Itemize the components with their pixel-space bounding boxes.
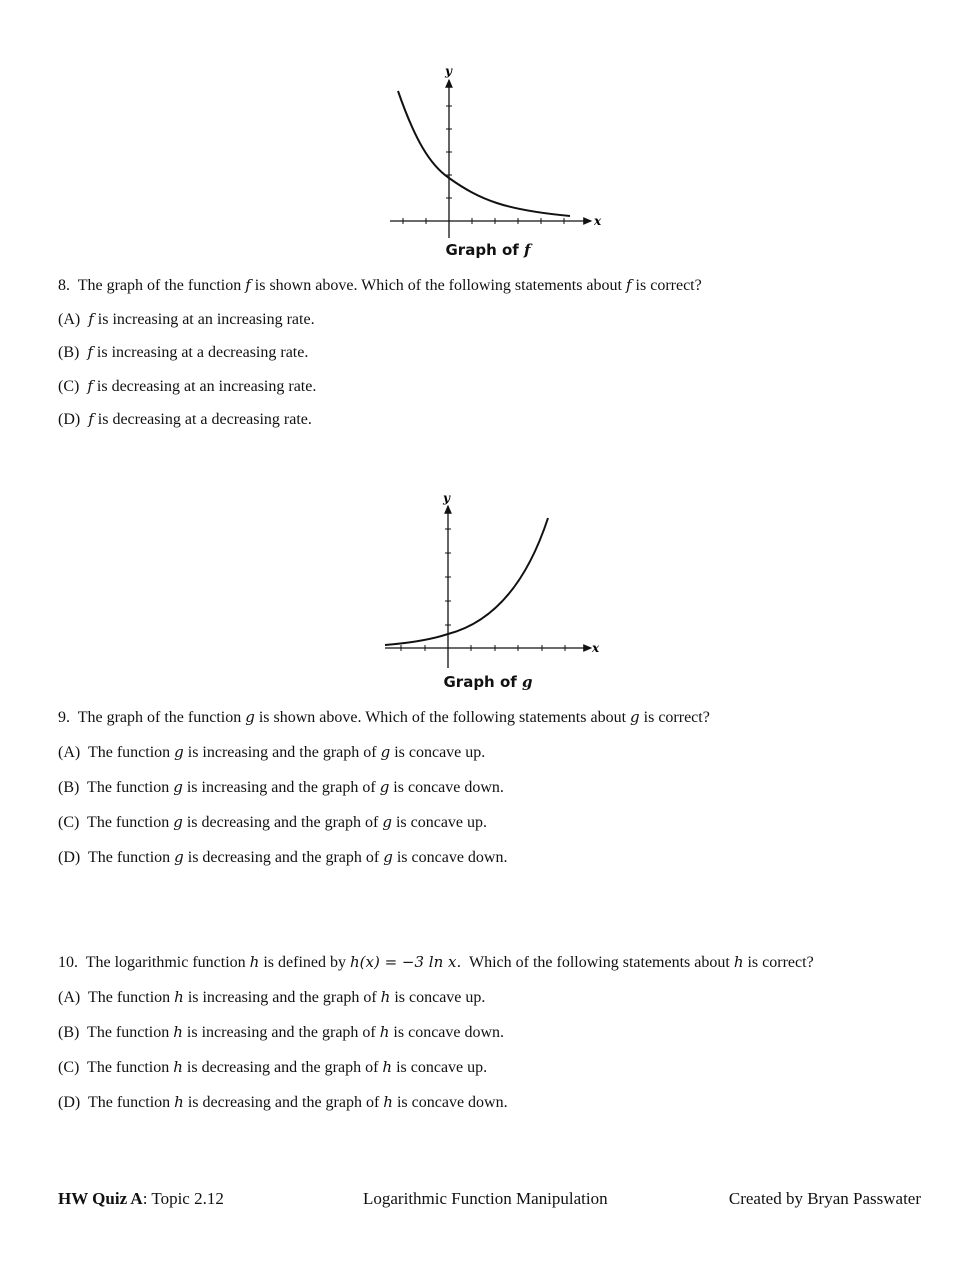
question-9-stem: 9. The graph of the function g is shown above. Which of the following statements about g is correct? [58, 708, 710, 726]
q9-option-c[interactable]: (C) The function g is decreasing and the graph of g is concave up. [58, 813, 488, 831]
x-axis-label: x [592, 641, 600, 655]
graph-g-caption: Graph of g [443, 673, 533, 691]
graph-g [380, 488, 610, 673]
curve-g [385, 518, 548, 645]
q10-option-a[interactable]: (A) The function h is increasing and the graph of h is concave up. [58, 988, 486, 1006]
graph-f-caption: Graph of f [445, 241, 531, 259]
q9-option-b[interactable]: (B) The function g is increasing and the graph of g is concave down. [58, 778, 504, 796]
question-10-stem: 10. The logarithmic function h is defined by h(x) = −3 ln x. Which of the following statements about h is correct? [58, 953, 814, 971]
q9-option-d[interactable]: (D) The function g is decreasing and the graph of g is concave down. [58, 848, 508, 866]
q10-option-d[interactable]: (D) The function h is decreasing and the graph of h is concave down. [58, 1093, 508, 1111]
x-axis-label: x [594, 214, 602, 228]
question-8-stem: 8. The graph of the function f is shown above. Which of the following statements about f is correct? [58, 276, 702, 294]
q8-option-a[interactable]: (A) f is increasing at an increasing rate. [58, 310, 315, 328]
q10-option-c[interactable]: (C) The function h is decreasing and the graph of h is concave up. [58, 1058, 488, 1076]
q8-option-d[interactable]: (D) f is decreasing at a decreasing rate. [58, 410, 312, 428]
q8-option-c[interactable]: (C) f is decreasing at an increasing rate. [58, 377, 317, 395]
y-axis-label: y [443, 491, 450, 505]
q9-option-a[interactable]: (A) The function g is increasing and the graph of g is concave up. [58, 743, 486, 761]
footer-title: Logarithmic Function Manipulation [363, 1189, 608, 1208]
curve-f [398, 91, 570, 216]
q8-option-b[interactable]: (B) f is increasing at a decreasing rate. [58, 343, 309, 361]
graph-f [385, 60, 615, 240]
footer-author: Created by Bryan Passwater [728, 1189, 921, 1208]
y-axis-label: y [445, 64, 452, 78]
formula: h(x) = −3 ln x. [350, 953, 462, 971]
q10-option-b[interactable]: (B) The function h is increasing and the graph of h is concave down. [58, 1023, 505, 1041]
footer-quiz-label: HW Quiz A: Topic 2.12 [58, 1189, 224, 1208]
